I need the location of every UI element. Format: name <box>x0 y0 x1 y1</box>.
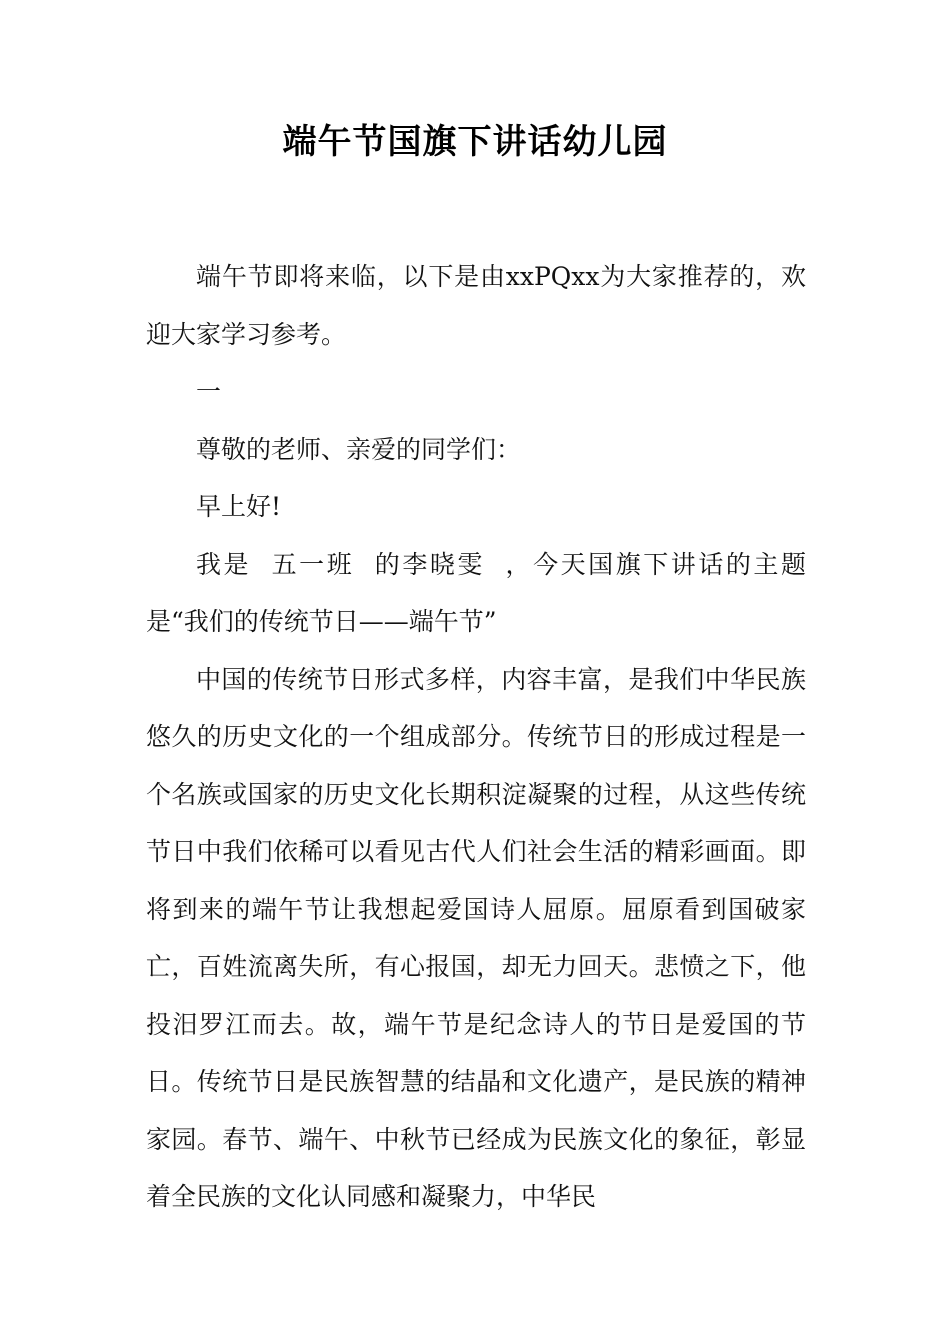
intro-paragraph: 端午节即将来临，以下是由xxPQxx为大家推荐的，欢迎大家学习参考。 <box>146 262 806 349</box>
salutation: 尊敬的老师、亲爱的同学们： <box>196 434 522 464</box>
self-intro-part2: 的李晓雯 <box>372 549 485 579</box>
section-number: 一 <box>196 377 222 406</box>
self-intro-paragraph <box>146 536 806 651</box>
document-title: 端午节国旗下讲话幼儿园 <box>282 122 668 162</box>
body-paragraph: 中国的传统节日形式多样，内容丰富，是我们中华民族悠久的历史文化的一个组成部分。传统节日的形成过程是一个名族或国家的历史文化长期积淀凝聚的过程，从这些传统节日中我们依稀可以看见古代人们社会生活的精彩画面。即将到来的端午节让我想起爱国诗人屈原。屈原看到国破家亡，百姓流离失所，有心报国，却无力回天。悲愤之下，他投汨罗江而去。故，端午节是纪念诗人的节日是爱国的节日。传统节日是民族智慧的结晶和文化遗产，是民族的精神家园。春节、端午、中秋节已经成为民族文化的象征，彰显着全民族的文化认同感和凝聚力，中华民 <box>146 664 806 1211</box>
self-intro-part3: ，今天国旗下讲话的主题是“我们的传统节日——端午节” <box>146 549 806 636</box>
greeting: 早上好! <box>196 492 282 521</box>
class-name: 五一班 <box>269 549 355 579</box>
document-body <box>146 248 806 1226</box>
self-intro-part1: 我是 <box>196 549 252 579</box>
